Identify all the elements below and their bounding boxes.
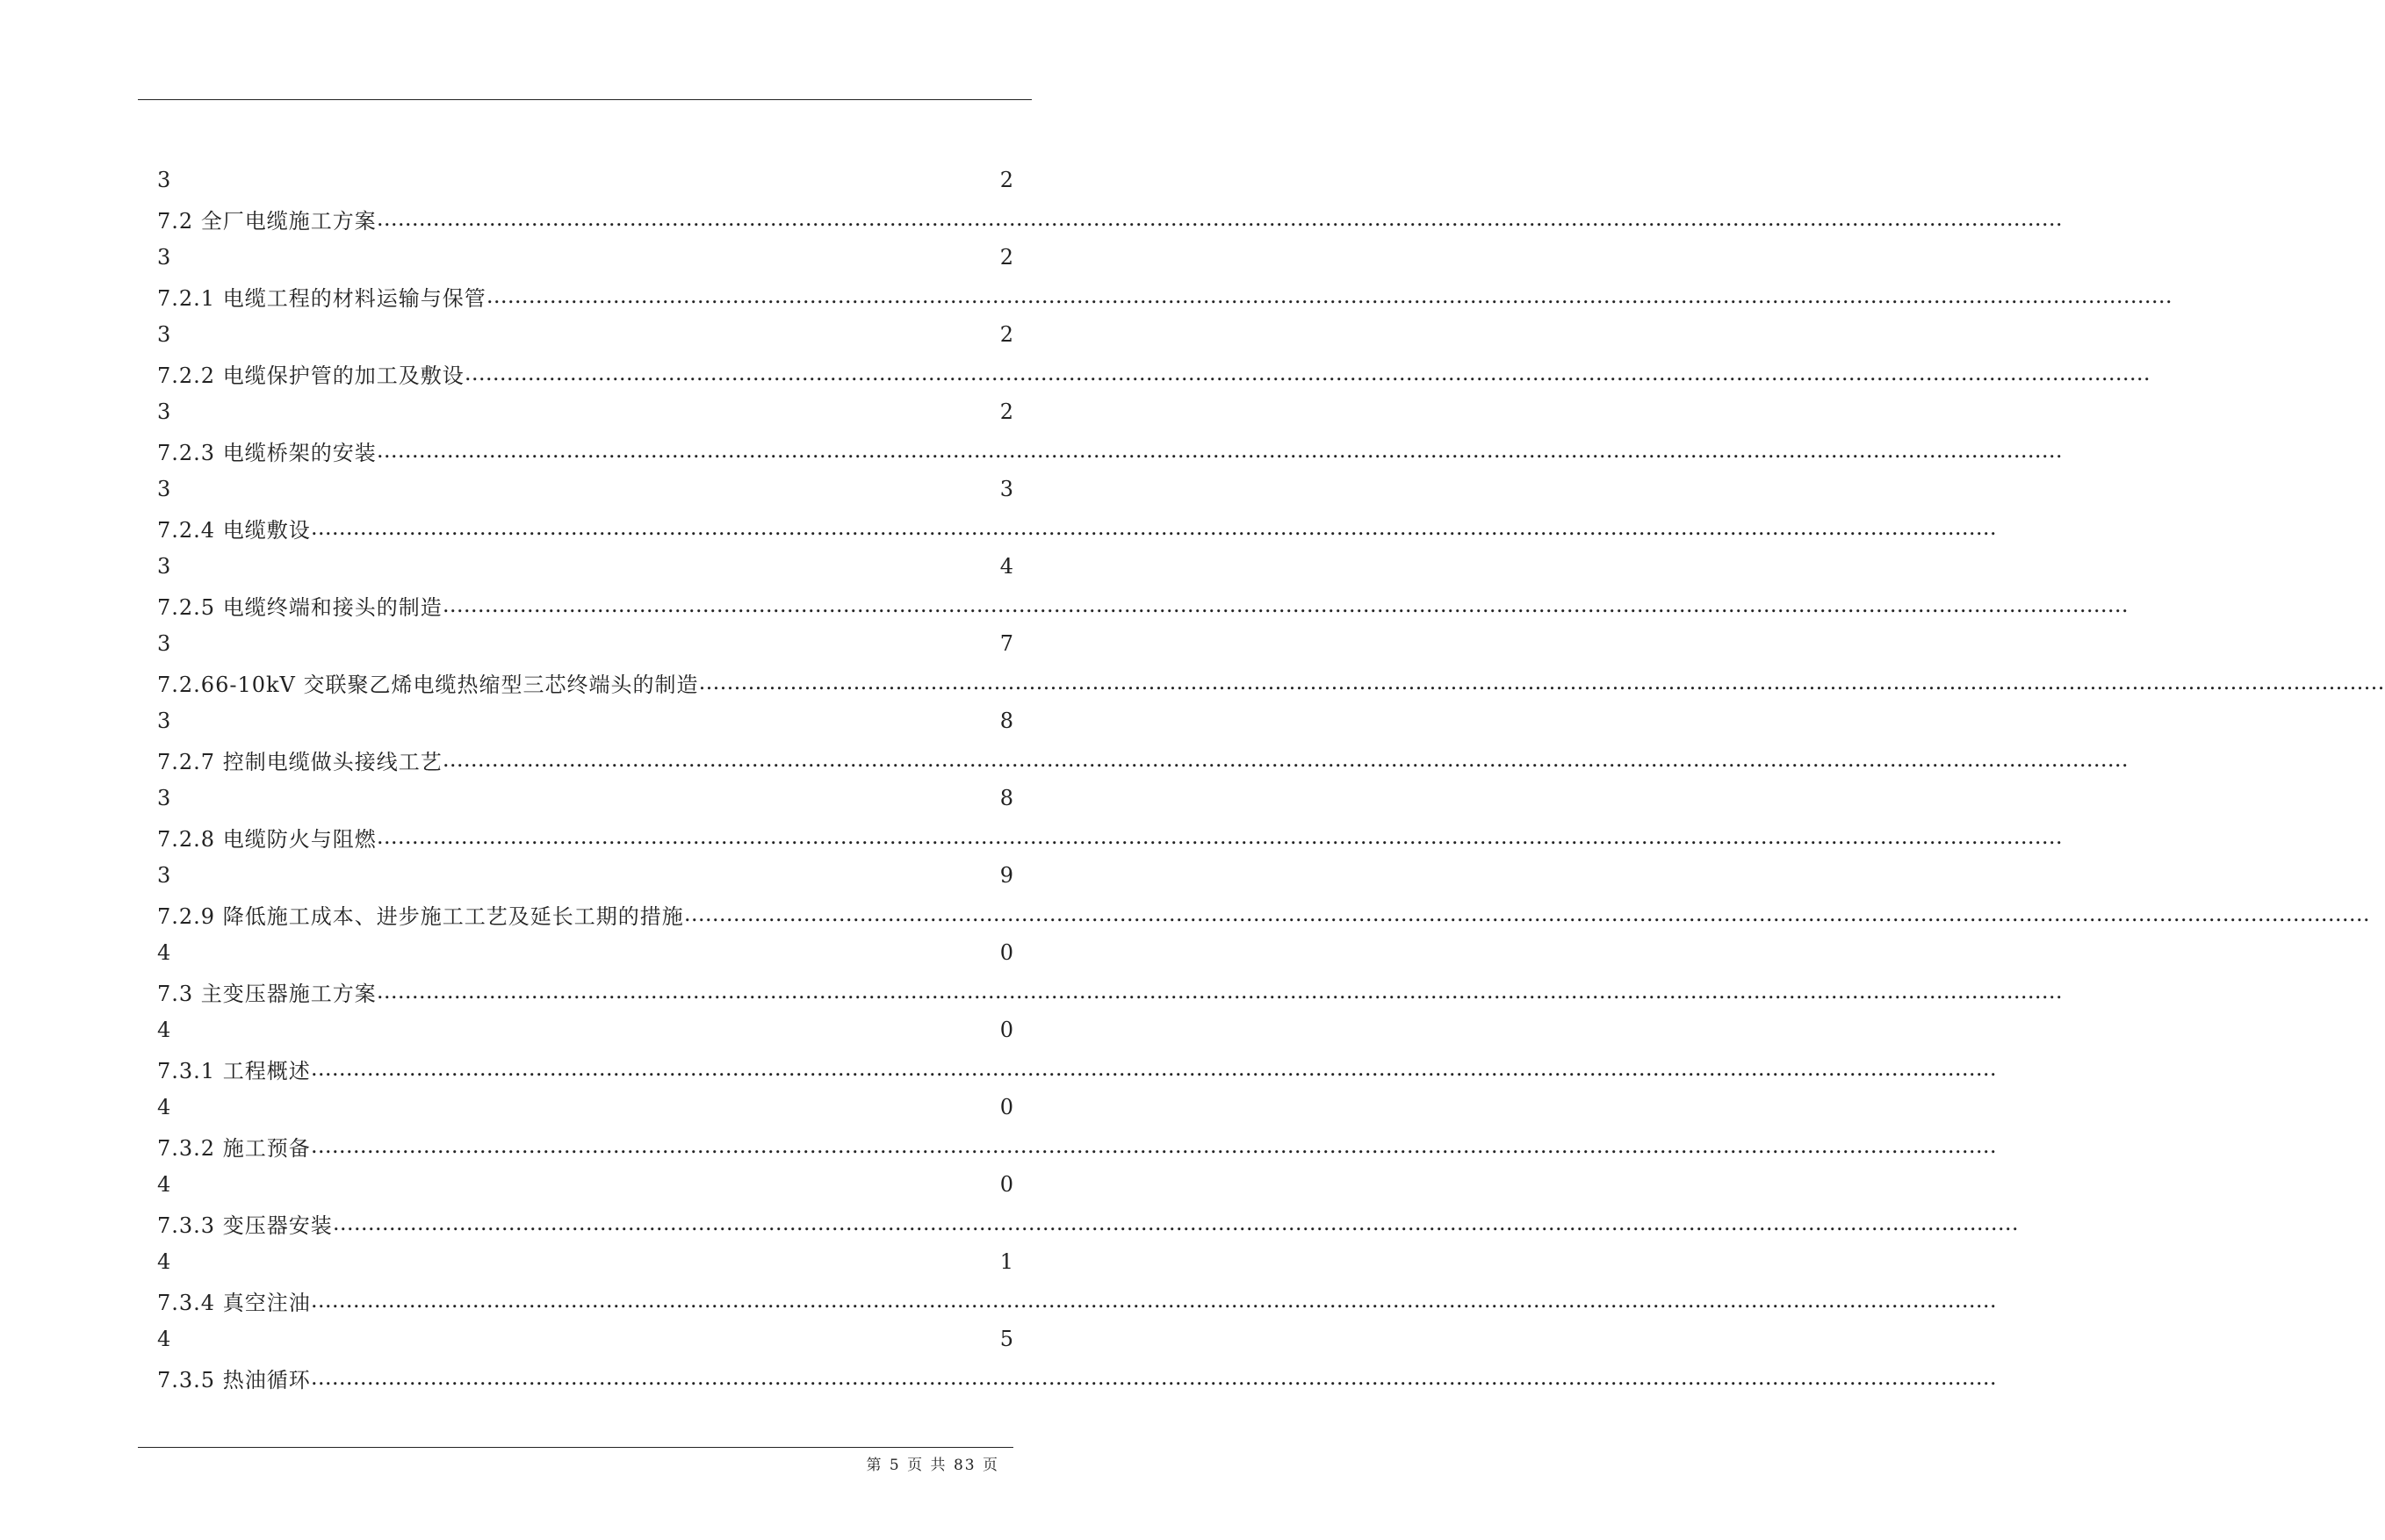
page-number-tail: 4	[999, 554, 1014, 579]
page-number-head: 3	[157, 322, 172, 347]
page-number-head: 4	[157, 1327, 172, 1351]
page-number-tail: 2	[999, 399, 1014, 424]
page-number-head: 3	[157, 245, 172, 270]
leader-dots: ……………………………………………………………………………………………………………………………………………………………………………………………………………………	[442, 593, 2129, 617]
page-number-head: 4	[157, 1249, 172, 1274]
toc-entry[interactable]	[157, 277, 2172, 315]
toc-page-row	[157, 1320, 1016, 1358]
toc-entry-title: 7.2.7 控制电缆做头接线工艺	[157, 749, 443, 774]
toc-page-row	[157, 856, 1016, 895]
toc-entry[interactable]	[157, 972, 2063, 1011]
header-rule	[138, 99, 1032, 100]
page-number-head: 3	[157, 554, 172, 579]
leader-dots: ……………………………………………………………………………………………………………………………………………………………………………………………………………………	[464, 361, 2151, 385]
page-number-head: 3	[157, 863, 172, 888]
leader-dots: ……………………………………………………………………………………………………………………………………………………………………………………………………………………	[310, 1365, 1997, 1390]
page-number-tail: 8	[999, 786, 1014, 810]
leader-dots: ……………………………………………………………………………………………………………………………………………………………………………………………………………………	[310, 1056, 1997, 1081]
toc-page-row	[157, 161, 1016, 199]
page-number-head: 3	[157, 786, 172, 810]
toc-entry[interactable]	[157, 663, 2385, 702]
page-number-tail: 5	[999, 1327, 1014, 1351]
toc-entry-title: 7.2.2 电缆保护管的加工及敷设	[157, 363, 465, 388]
page-number-tail: 9	[999, 863, 1014, 888]
leader-dots: ……………………………………………………………………………………………………………………………………………………………………………………………………………………	[486, 284, 2172, 308]
table-of-contents	[157, 161, 2385, 1397]
page-number-tail: 2	[999, 168, 1014, 192]
leader-dots: ……………………………………………………………………………………………………………………………………………………………………………………………………………………	[376, 824, 2063, 849]
leader-dots: ……………………………………………………………………………………………………………………………………………………………………………………………………………………	[442, 747, 2129, 772]
toc-page-row	[157, 1165, 1016, 1204]
toc-entry-title: 7.2.66-10kV 交联聚乙烯电缆热缩型三芯终端头的制造	[157, 672, 699, 697]
leader-dots: ……………………………………………………………………………………………………………………………………………………………………………………………………………………	[376, 438, 2063, 463]
toc-entry-title: 7.3.1 工程概述	[157, 1058, 311, 1083]
toc-entry[interactable]	[157, 431, 2063, 470]
toc-page-row	[157, 1011, 1016, 1049]
toc-entry-title: 7.3.5 热油循环	[157, 1367, 311, 1392]
toc-entry[interactable]	[157, 199, 2063, 238]
page-number-head: 3	[157, 399, 172, 424]
toc-entry[interactable]	[157, 1126, 1997, 1165]
toc-entry[interactable]	[157, 1049, 1997, 1088]
footer-rule	[138, 1447, 1013, 1448]
page-number-head: 3	[157, 631, 172, 656]
page-footer: 第 5 页 共 83 页	[866, 1457, 999, 1474]
toc-entry-title: 7.3.4 真空注油	[157, 1290, 311, 1315]
toc-entry[interactable]	[157, 1358, 1997, 1397]
leader-dots: ……………………………………………………………………………………………………………………………………………………………………………………………………………………	[683, 902, 2370, 926]
page-number-head: 4	[157, 1018, 172, 1042]
leader-dots: ……………………………………………………………………………………………………………………………………………………………………………………………………………………	[698, 670, 2385, 694]
page-number-tail: 0	[999, 1172, 1014, 1197]
page-number-tail: 0	[999, 940, 1014, 965]
page-number-head: 4	[157, 1172, 172, 1197]
toc-entry-title: 7.2.1 电缆工程的材料运输与保管	[157, 285, 486, 311]
toc-entry[interactable]	[157, 508, 1997, 547]
toc-entry[interactable]	[157, 817, 2063, 856]
toc-page-row	[157, 1088, 1016, 1126]
toc-entry-title: 7.2.4 电缆敷设	[157, 517, 311, 543]
toc-entry[interactable]	[157, 354, 2151, 392]
page-number-head: 4	[157, 940, 172, 965]
toc-entry[interactable]	[157, 740, 2129, 779]
leader-dots: ……………………………………………………………………………………………………………………………………………………………………………………………………………………	[376, 979, 2063, 1004]
page-number-tail: 3	[999, 477, 1014, 501]
page-number-tail: 1	[999, 1249, 1014, 1274]
leader-dots: ……………………………………………………………………………………………………………………………………………………………………………………………………………………	[310, 515, 1997, 540]
toc-entry[interactable]	[157, 1204, 2019, 1242]
leader-dots: ……………………………………………………………………………………………………………………………………………………………………………………………………………………	[310, 1133, 1997, 1158]
toc-page-row	[157, 547, 1016, 586]
toc-page-row	[157, 392, 1016, 431]
toc-page-row	[157, 470, 1016, 508]
toc-page-row	[157, 624, 1016, 663]
page-number-tail: 0	[999, 1018, 1014, 1042]
leader-dots: ……………………………………………………………………………………………………………………………………………………………………………………………………………………	[332, 1211, 2019, 1235]
leader-dots: ……………………………………………………………………………………………………………………………………………………………………………………………………………………	[376, 206, 2063, 231]
toc-page-row	[157, 315, 1016, 354]
toc-entry-title: 7.2.3 电缆桥架的安装	[157, 440, 377, 465]
toc-page-row	[157, 702, 1016, 740]
toc-entry-title: 7.3 主变压器施工方案	[157, 981, 377, 1006]
toc-page-row	[157, 1242, 1016, 1281]
page-number-tail: 2	[999, 245, 1014, 270]
toc-entry-title: 7.2.8 电缆防火与阻燃	[157, 826, 377, 852]
page-number-tail: 2	[999, 322, 1014, 347]
toc-entry-title: 7.2.9 降低施工成本、进步施工工艺及延长工期的措施	[157, 903, 684, 929]
toc-entry[interactable]	[157, 586, 2129, 624]
page-number-tail: 8	[999, 709, 1014, 733]
toc-entry-title: 7.2 全厂电缆施工方案	[157, 208, 377, 234]
page-number-tail: 0	[999, 1095, 1014, 1119]
toc-entry-title: 7.3.3 变压器安装	[157, 1213, 333, 1238]
toc-entry[interactable]	[157, 895, 2370, 933]
toc-entry[interactable]	[157, 1281, 1997, 1320]
page-number-head: 3	[157, 168, 172, 192]
toc-page-row	[157, 779, 1016, 817]
page-number-head: 3	[157, 709, 172, 733]
page-number-head: 3	[157, 477, 172, 501]
toc-page-row	[157, 933, 1016, 972]
toc-entry-title: 7.2.5 电缆终端和接头的制造	[157, 594, 443, 620]
page-number-tail: 7	[999, 631, 1014, 656]
toc-entry-title: 7.3.2 施工预备	[157, 1135, 311, 1161]
leader-dots: ……………………………………………………………………………………………………………………………………………………………………………………………………………………	[310, 1288, 1997, 1313]
page-number-head: 4	[157, 1095, 172, 1119]
toc-page-row	[157, 238, 1016, 277]
